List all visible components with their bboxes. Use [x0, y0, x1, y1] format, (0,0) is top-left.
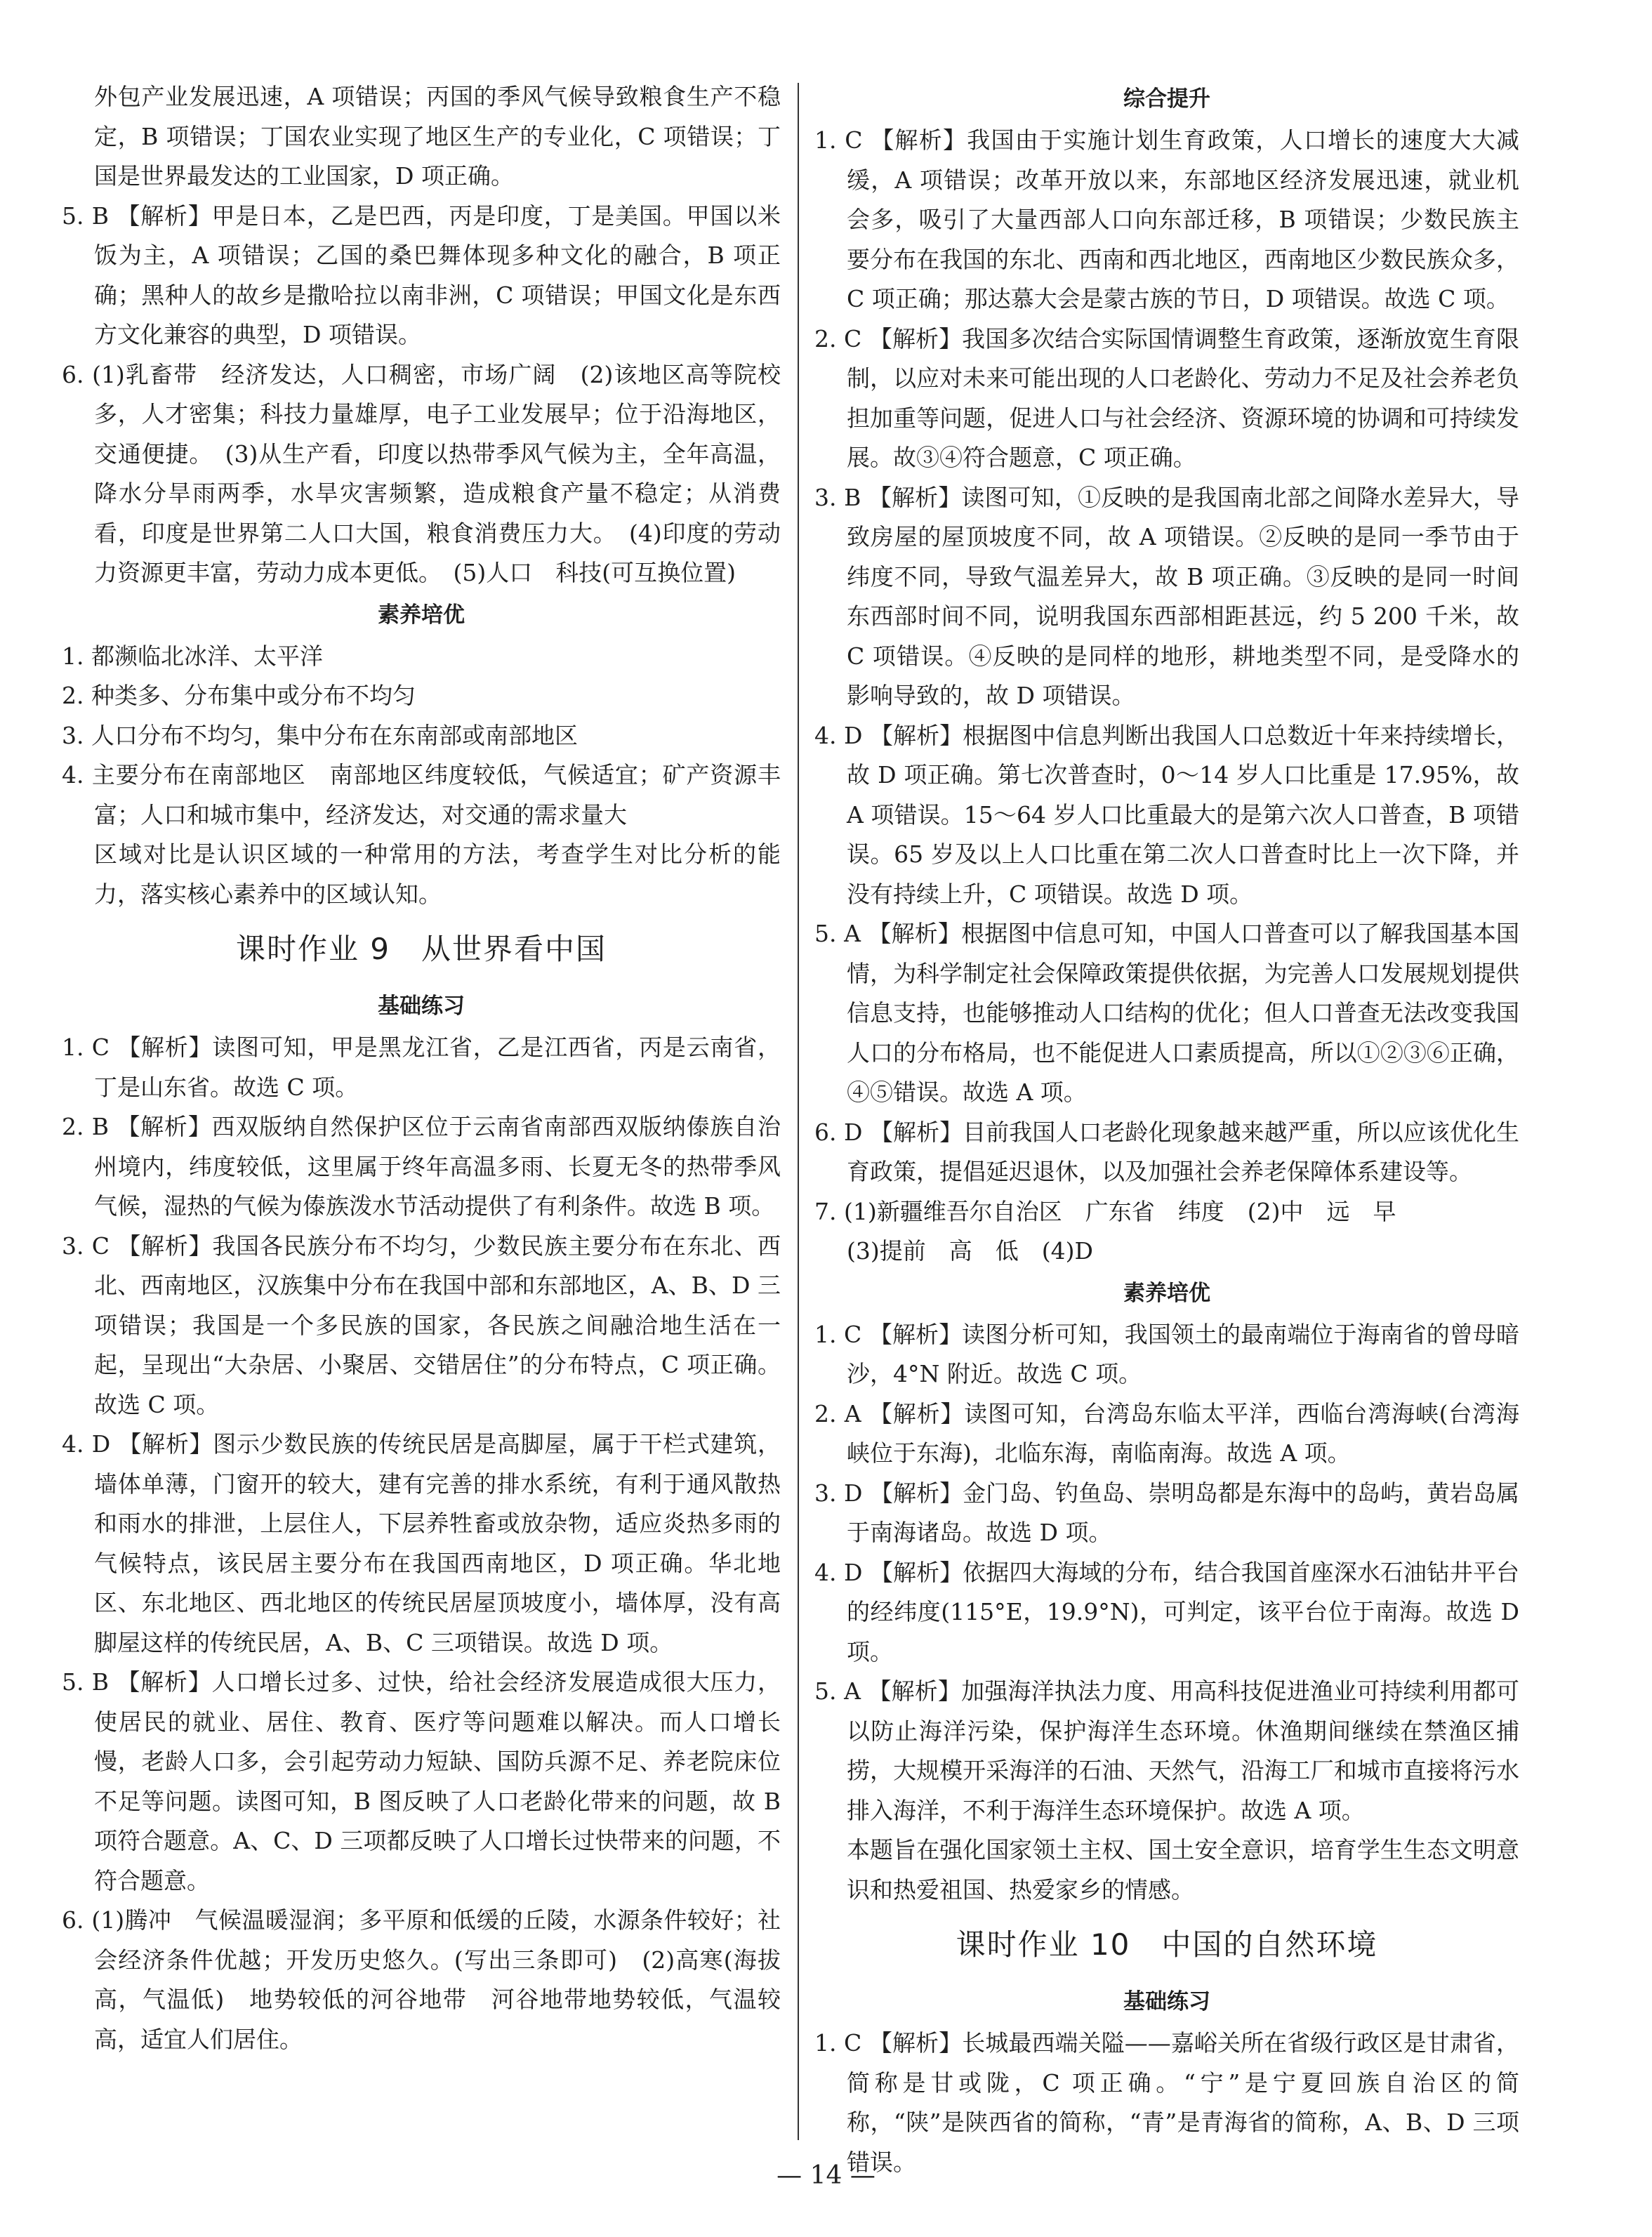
answer-item: 5. A 【解析】根据图中信息可知，中国人口普查可以了解我国基本国情，为科学制定社会保障政策提供依据，为完善人口发展规划提供信息支持，也能够推动人口结构的优化；但人口普查无法改变我国人口的分布格局，也不能促进人口素质提高，所以①②③⑥正确，④⑤错误。故选 A 项。: [814, 920, 1519, 1106]
paragraph: 区域对比是认识区域的一种常用的方法，考查学生对比分析的能力，落实核心素养中的区域认知。: [94, 840, 781, 908]
left-column: [62, 77, 781, 2059]
answer-item: 6. (1)乳畜带 经济发达，人口稠密，市场广阔 (2)该地区高等院校多，人才密集；科技力量雄厚，电子工业发展早；位于沿海地区，交通便捷。 (3)从生产看，印度以热带季风气候为主，全年高温，降水分旱雨两季，水旱灾害频繁，造成粮食产量不稳定；从消费看，印度是世界第二人口大国，粮食消费压力大。 (4)印度的劳动力资源更丰富，劳动力成本更低。 (5)人口 科技(可互换位置): [62, 360, 781, 586]
chapter-title: 课时作业 9 从世界看中国: [235, 932, 607, 966]
answer-item: 2. 种类多、分布集中或分布不均匀: [62, 682, 416, 709]
answer-item: 3. C 【解析】我国各民族分布不均匀，少数民族主要分布在东北、西北、西南地区，汉族集中分布在我国中部和东部地区，A、B、D 三项错误；我国是一个多民族的国家，各民族之间融洽地生活在一起，呈现出“大杂居、小聚居、交错居住”的分布特点，C 项正确。故选 C 项。: [62, 1232, 781, 1418]
section-heading: 素养培优: [378, 602, 465, 628]
answer-item: 4. D 【解析】根据图中信息判断出我国人口总数近十年来持续增长，故 D 项正确。第七次普查时，0～14 岁人口比重是 17.95%，故 A 项错误。15～64 岁人口比重最大的是第六次人口普查，B 项错误。65 岁及以上人口比重在第二次人口普查时比上一次下降，并没有持续上升，C 项错误。故选 D 项。: [814, 721, 1519, 908]
answer-item: 3. B 【解析】读图可知，①反映的是我国南北部之间降水差异大，导致房屋的屋顶坡度不同，故 A 项错误。②反映的是同一季节由于纬度不同，导致气温差异大，故 B 项正确。③反映的是同一时间东西部时间不同，说明我国东西部相距甚远，约 5 200 千米，故 C 项错误。④反映的是同样的地形，耕地类型不同，是受降水的影响导致的，故 D 项错误。: [814, 483, 1519, 709]
right-column: [814, 77, 1519, 2182]
page-number: — 14 —: [777, 2161, 875, 2190]
answer-item: 3. 人口分布不均匀，集中分布在东南部或南部地区: [62, 721, 578, 749]
answer-item: 6. D 【解析】目前我国人口老龄化现象越来越严重，所以应该优化生育政策，提倡延迟退休，以及加强社会养老保障体系建设等。: [814, 1118, 1519, 1185]
answer-item: 2. A 【解析】读图可知，台湾岛东临太平洋，西临台湾海峡(台湾海峡位于东海)，北临东海，南临南海。故选 A 项。: [814, 1399, 1519, 1467]
answer-item: 4. D 【解析】依据四大海域的分布，结合我国首座深水石油钻井平台的经纬度(115°E，19.9°N)，可判定，该平台位于南海。故选 D 项。: [814, 1558, 1519, 1665]
answer-item: 2. C 【解析】我国多次结合实际国情调整生育政策，逐渐放宽生育限制，以应对未来可能出现的人口老龄化、劳动力不足及社会养老负担加重等问题，促进人口与社会经济、资源环境的协调和可持续发展。故③④符合题意，C 项正确。: [814, 324, 1519, 471]
paragraph: (3)提前 高 低 (4)D: [847, 1237, 1093, 1265]
paragraph: 外包产业发展迅速，A 项错误；丙国的季风气候导致粮食生产不稳定，B 项错误；丁国农业实现了地区生产的专业化，C 项错误；丁国是世界最发达的工业国家，D 项正确。: [94, 83, 781, 190]
answer-item: 1. C 【解析】我国由于实施计划生育政策，人口增长的速度大大减缓，A 项错误；改革开放以来，东部地区经济发展迅速，就业机会多，吸引了大量西部人口向东部迁移，B 项错误；少数民族主要分布在我国的东北、西南和西北地区，西南地区少数民族众多，C 项正确；那达慕大会是蒙古族的节日，D 项错误。故选 C 项。: [814, 126, 1519, 312]
column-divider: [798, 83, 799, 2140]
answer-item: 7. (1)新疆维吾尔自治区 广东省 纬度 (2)中 远 早: [814, 1197, 1396, 1225]
answer-item: 3. D 【解析】金门岛、钓鱼岛、崇明岛都是东海中的岛屿，黄岩岛属于南海诸岛。故选 D 项。: [814, 1479, 1519, 1546]
answer-item: 2. B 【解析】西双版纳自然保护区位于云南省南部西双版纳傣族自治州境内，纬度较低，这里属于终年高温多雨、长夏无冬的热带季风气候，湿热的气候为傣族泼水节活动提供了有利条件。故选 B 项。: [62, 1113, 781, 1220]
answer-item: 5. A 【解析】加强海洋执法力度、用高科技促进渔业可持续利用都可以防止海洋污染，保护海洋生态环境。休渔期间继续在禁渔区捕捞，大规模开采海洋的石油、天然气，沿海工厂和城市直接将污水排入海洋，不利于海洋生态环境保护。故选 A 项。: [814, 1677, 1519, 1824]
answer-item: 4. D 【解析】图示少数民族的传统民居是高脚屋，属于干栏式建筑，墙体单薄，门窗开的较大，建有完善的排水系统，有利于通风散热和雨水的排泄，上层住人，下层养牲畜或放杂物，适应炎热多雨的气候特点，该民居主要分布在我国西南地区，D 项正确。华北地区、东北地区、西北地区的传统民居屋顶坡度小，墙体厚，没有高脚屋这样的传统民居，A、B、C 三项错误。故选 D 项。: [62, 1430, 781, 1656]
chapter-title: 课时作业 10 中国的自然环境: [956, 1927, 1378, 1962]
section-heading: 基础练习: [378, 994, 465, 1019]
section-heading: 基础练习: [1123, 1989, 1210, 2014]
answer-item: 4. 主要分布在南部地区 南部地区纬度较低，气候适宜；矿产资源丰富；人口和城市集中，经济发达，对交通的需求量大: [62, 761, 781, 829]
paragraph: 本题旨在强化国家领土主权、国土安全意识，培育学生生态文明意识和热爱祖国、热爱家乡的情感。: [847, 1836, 1519, 1903]
answer-item: 5. B 【解析】人口增长过多、过快，给社会经济发展造成很大压力，使居民的就业、居住、教育、医疗等问题难以解决。而人口增长慢，老龄人口多，会引起劳动力短缺、国防兵源不足、养老院床位不足等问题。读图可知，B 图反映了人口老龄化带来的问题，故 B 项符合题意。A、C、D 三项都反映了人口增长过快带来的问题，不符合题意。: [62, 1668, 781, 1894]
section-heading: 素养培优: [1123, 1280, 1210, 1306]
answer-item: 5. B 【解析】甲是日本，乙是巴西，丙是印度，丁是美国。甲国以米饭为主，A 项错误；乙国的桑巴舞体现多种文化的融合，B 项正确；黑种人的故乡是撒哈拉以南非洲，C 项错误；甲国文化是东西方文化兼容的典型，D 项错误。: [62, 202, 781, 348]
answer-item: 1. C 【解析】长城最西端关隘——嘉峪关所在省级行政区是甘肃省，简称是甘或陇，C 项正确。“宁”是宁夏回族自治区的简称，“陕”是陕西省的简称，“青”是青海省的简称，A、B、D 三项错误。: [814, 2029, 1519, 2176]
answer-item: 1. 都濒临北冰洋、太平洋: [62, 642, 323, 670]
answer-item: 1. C 【解析】读图可知，甲是黑龙江省，乙是江西省，丙是云南省，丁是山东省。故选 C 项。: [62, 1034, 781, 1101]
answer-item: 1. C 【解析】读图分析可知，我国领土的最南端位于海南省的曾母暗沙，4°N 附近。故选 C 项。: [814, 1320, 1519, 1387]
section-heading: 综合提升: [1123, 86, 1210, 112]
answer-item: 6. (1)腾冲 气候温暖湿润；多平原和低缓的丘陵，水源条件较好；社会经济条件优越；开发历史悠久。(写出三条即可) (2)高寒(海拔高，气温低) 地势较低的河谷地带 河谷地带地势较低，气温较高，适宜人们居住。: [62, 1906, 781, 2053]
